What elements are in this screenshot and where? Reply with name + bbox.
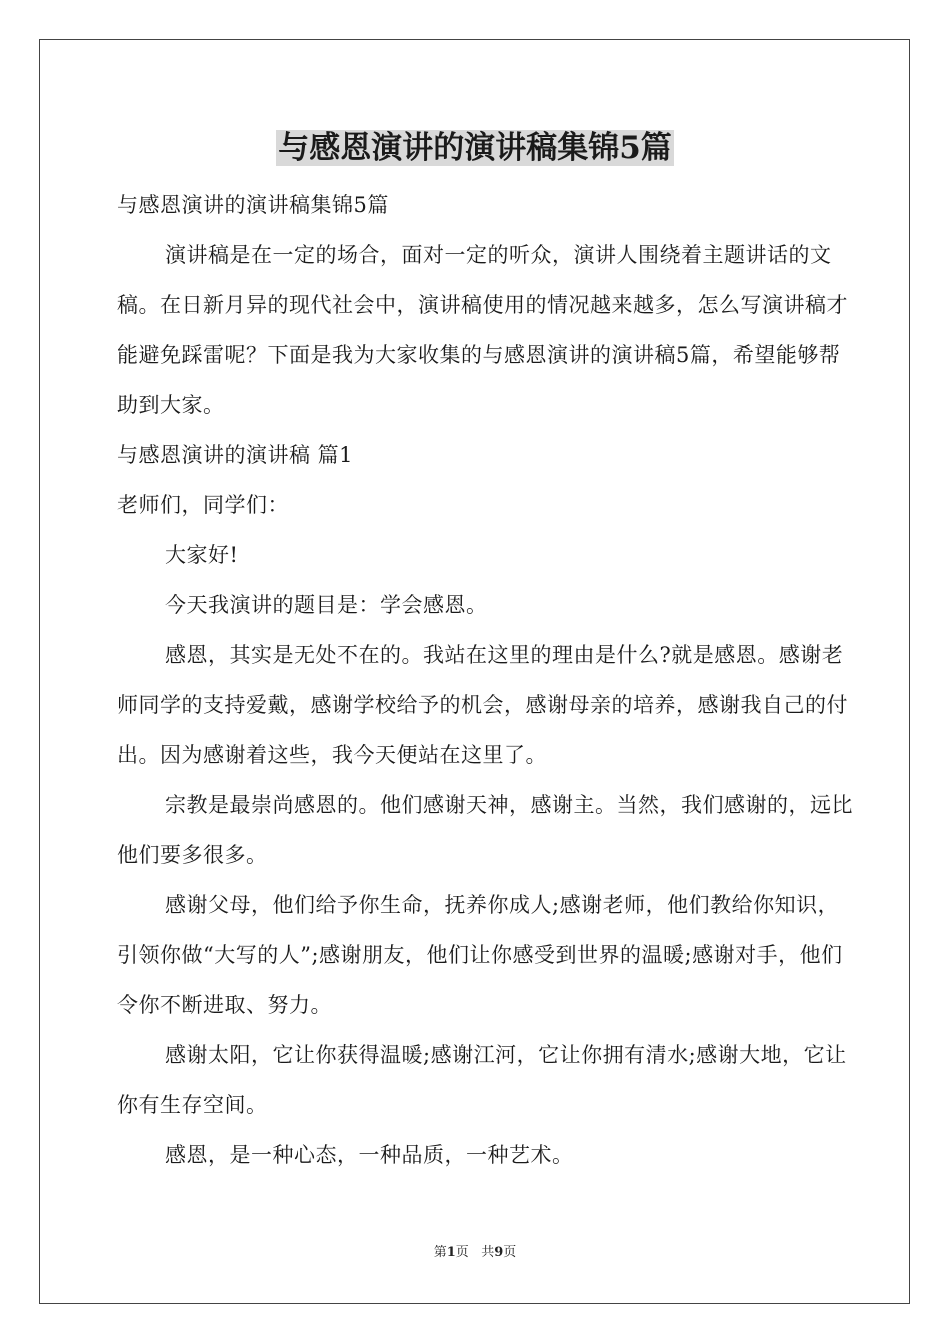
greeting-paragraph: 大家好! [165, 543, 239, 567]
page-footer [0, 1244, 950, 1262]
footer-prefix: 第 [433, 1245, 447, 1260]
body-paragraph: 宗教是最崇尚感恩的。他们感谢天神，感谢主。当然，我们感谢的，远比他们要多很多。 [117, 793, 853, 867]
document-title-text: 与感恩演讲的演讲稿集锦5篇 [278, 130, 672, 166]
footer-total-prefix: 共 [481, 1245, 495, 1260]
body-paragraph: 感恩，是一种心态，一种品质，一种艺术。 [165, 1143, 574, 1167]
salutation-paragraph: 老师们，同学们： [117, 493, 289, 517]
intro-paragraph: 演讲稿是在一定的场合，面对一定的听众，演讲人围绕着主题讲话的文稿。在日新月异的现代社会中，演讲稿使用的情况越来越多，怎么写演讲稿才能避免踩雷呢？下面是我为大家收集的与感恩演讲的演讲稿5篇，希望能够帮助到大家。 [117, 243, 848, 417]
body-paragraph: 感谢太阳，它让你获得温暖;感谢江河，它让你拥有清水;感谢大地，它让你有生存空间。 [117, 1043, 847, 1117]
body-paragraph: 感恩，其实是无处不在的。我站在这里的理由是什么?就是感恩。感谢老师同学的支持爱戴，感谢学校给予的机会，感谢母亲的培养，感谢我自己的付出。因为感谢着这些，我今天便站在这里了。 [117, 643, 848, 767]
document-body [117, 180, 857, 1180]
document-title [0, 126, 950, 170]
footer-total-suffix: 页 [503, 1245, 517, 1260]
subtitle-paragraph: 与感恩演讲的演讲稿集锦5篇 [117, 193, 389, 217]
footer-current-page: 1 [446, 1245, 456, 1260]
body-paragraph: 感谢父母，他们给予你生命，抚养你成人;感谢老师，他们教给你知识，引领你做“大写的人”;感谢朋友，他们让你感受到世界的温暖;感谢对手，他们令你不断进取、努力。 [117, 893, 843, 1017]
section-heading: 与感恩演讲的演讲稿 篇1 [117, 443, 354, 467]
footer-total-pages: 9 [494, 1245, 504, 1260]
footer-page-word: 页 [455, 1245, 469, 1260]
topic-paragraph: 今天我演讲的题目是：学会感恩。 [165, 593, 488, 617]
